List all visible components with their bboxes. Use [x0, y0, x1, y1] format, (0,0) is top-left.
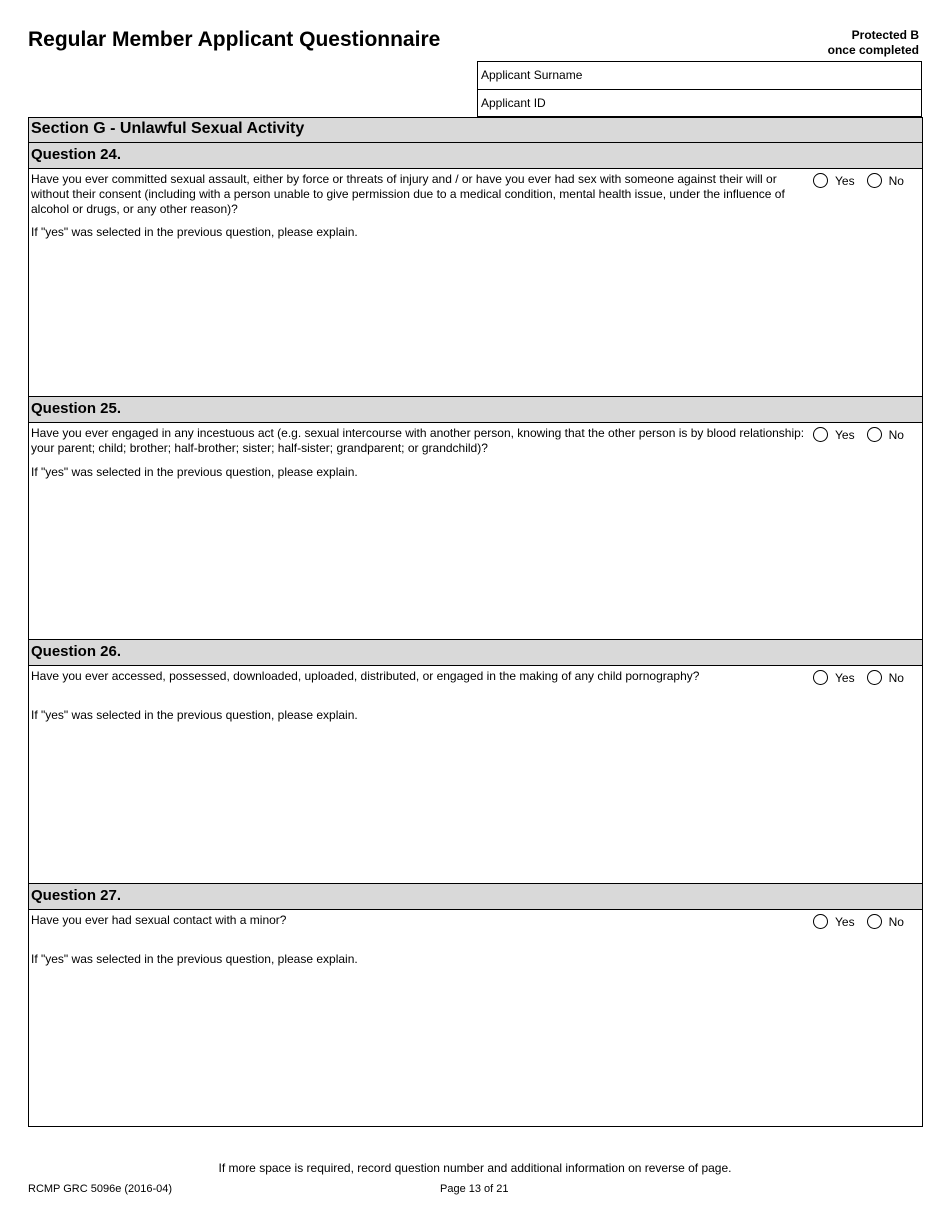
yes-label: Yes [835, 173, 855, 188]
question-25-radio-group [813, 427, 916, 442]
question-25-explain-textarea[interactable] [29, 481, 922, 639]
question-27-radio-group [813, 914, 916, 929]
yes-label: Yes [835, 427, 855, 442]
no-label: No [888, 670, 904, 685]
radio-yes-icon[interactable] [813, 427, 828, 442]
question-26-yes-option[interactable] [813, 670, 855, 685]
applicant-id-field[interactable] [478, 90, 921, 117]
question-24-text: Have you ever committed sexual assault, either by force or threats of injury and / or have you ever had sex with someone against their will or without their consent (including with a person unable to give permission due to a medical condition, mental health issue, under the influence of alcohol or drugs, or any other reason)? [31, 172, 785, 216]
question-27-text: Have you ever had sexual contact with a minor? [31, 913, 287, 927]
applicant-id-label: Applicant ID [481, 96, 546, 110]
question-24-no-option[interactable] [867, 173, 904, 188]
question-24-explain-label: If "yes" was selected in the previous question, please explain. [31, 225, 358, 239]
question-26-text: Have you ever accessed, possessed, downloaded, uploaded, distributed, or engaged in the making of any child pornography? [31, 669, 700, 683]
question-27-yes-option[interactable] [813, 914, 855, 929]
question-26-body [29, 666, 922, 884]
protected-line-2: once completed [827, 43, 919, 57]
question-26-radio-group [813, 670, 916, 685]
question-24-yes-option[interactable] [813, 173, 855, 188]
form-code: RCMP GRC 5096e (2016-04) [28, 1183, 173, 1195]
question-27-explain-textarea[interactable] [29, 968, 922, 1126]
no-label: No [888, 427, 904, 442]
question-25-body [29, 423, 922, 640]
question-24-radio-group [813, 173, 916, 188]
footer-note: If more space is required, record question number and additional information on reverse of page. [218, 1161, 732, 1175]
question-25-no-option[interactable] [867, 427, 904, 442]
question-24-body [29, 169, 922, 397]
applicant-id-box [477, 61, 922, 117]
question-24-explain-textarea[interactable] [29, 241, 922, 396]
section-title: Section G - Unlawful Sexual Activity [29, 118, 922, 143]
question-25-heading: Question 25. [29, 397, 922, 423]
question-27-body [29, 910, 922, 1126]
question-27-explain-label: If "yes" was selected in the previous question, please explain. [31, 952, 358, 966]
radio-yes-icon[interactable] [813, 670, 828, 685]
question-26-explain-textarea[interactable] [29, 724, 922, 883]
protected-line-1: Protected B [851, 28, 919, 42]
question-27-no-option[interactable] [867, 914, 904, 929]
yes-label: Yes [835, 914, 855, 929]
question-26-no-option[interactable] [867, 670, 904, 685]
page-title: Regular Member Applicant Questionnaire [28, 28, 441, 51]
radio-no-icon[interactable] [867, 914, 882, 929]
question-27-heading: Question 27. [29, 884, 922, 910]
question-26-explain-label: If "yes" was selected in the previous question, please explain. [31, 708, 358, 722]
page-number: Page 13 of 21 [440, 1183, 509, 1195]
applicant-surname-field[interactable] [478, 62, 921, 90]
no-label: No [888, 914, 904, 929]
no-label: No [888, 173, 904, 188]
applicant-surname-label: Applicant Surname [481, 68, 583, 82]
question-25-yes-option[interactable] [813, 427, 855, 442]
question-24-heading: Question 24. [29, 143, 922, 169]
radio-no-icon[interactable] [867, 173, 882, 188]
questionnaire-form [28, 117, 923, 1127]
radio-yes-icon[interactable] [813, 173, 828, 188]
question-25-explain-label: If "yes" was selected in the previous question, please explain. [31, 465, 358, 479]
yes-label: Yes [835, 670, 855, 685]
radio-no-icon[interactable] [867, 427, 882, 442]
question-26-heading: Question 26. [29, 640, 922, 666]
radio-no-icon[interactable] [867, 670, 882, 685]
question-25-text: Have you ever engaged in any incestuous act (e.g. sexual intercourse with another person, knowing that the other person is by blood relationship: your parent; child; brother; half-brother; sister; half-sister; grandparent; or grandchild)? [31, 426, 805, 455]
radio-yes-icon[interactable] [813, 914, 828, 929]
protection-label [828, 28, 919, 58]
